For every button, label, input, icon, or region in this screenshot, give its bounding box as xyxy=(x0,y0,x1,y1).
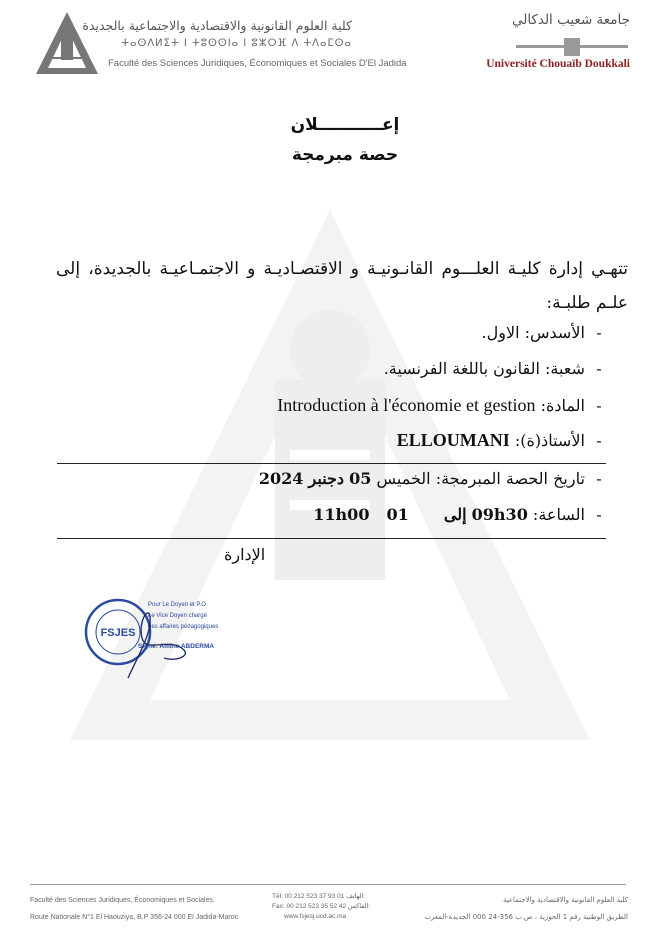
semester-label: الأسدس: xyxy=(524,323,585,342)
footer-right-line2: الطريق الوطنية رقم 1 الحوزية ، ص.ب 356-24 000 الجديدة-المغرب xyxy=(424,913,628,921)
university-logo xyxy=(486,12,630,74)
stamp-seal-text: FSJES xyxy=(100,627,136,639)
divider-top xyxy=(57,463,606,464)
stamp-line1: Pour Le Doyen et P.O xyxy=(148,602,206,608)
date-year: 2024 xyxy=(258,469,304,488)
stamp-signature: Signé: Amine ABDERMA xyxy=(138,643,215,650)
date-label: تاريخ الحصة المبرمجة: الخميس xyxy=(376,469,585,488)
footer-address-ar xyxy=(424,892,628,926)
tel-label-ar: الهاتف: xyxy=(346,893,366,900)
faculty-name-ar: كلية العلوم القانونية والاقتصادية والاجتماعية بالجديدة xyxy=(82,18,352,33)
tel-number: 00 212 523 37 93 01 xyxy=(284,893,345,900)
item-date: - تاريخ الحصة المبرمجة: الخميس 05 دجنبر 2024 xyxy=(258,469,602,488)
stamp-line3: des affaires pédagogiques xyxy=(148,624,219,630)
faculty-logo xyxy=(34,10,407,78)
university-emblem-icon xyxy=(516,36,628,58)
time-label: الساعة: xyxy=(532,505,585,524)
footer-left-line2: Route Nationale N°1 El Haouziya, B.P 356-24 000 El Jadida-Maroc xyxy=(30,914,239,921)
footer-address-fr xyxy=(30,892,238,926)
branch-label: شعبة: xyxy=(544,359,585,378)
fax-number: 00 212 523 35 52 42 xyxy=(286,903,347,910)
time-to: 11h00 xyxy=(313,505,370,524)
date-month: دجنبر xyxy=(308,469,345,488)
university-name-ar: جامعة شعيب الدكالي xyxy=(511,12,630,28)
footer-fax-row xyxy=(272,902,370,912)
notice-intro: تتهـي إدارة كليـة العلـــوم القانـونيـة و الاقتصـاديـة و الاجتمـاعيـة بالجديدة، إلى علـم طلبـة: xyxy=(56,259,628,313)
fax-label-ar: الفاكس: xyxy=(347,903,371,910)
item-professor: - الأستاذ(ة): ELLOUMANI xyxy=(396,430,602,450)
footer-website[interactable]: www.fsjesj.ucd.ac.ma xyxy=(284,913,347,920)
room-number: 01 xyxy=(386,505,409,524)
notice-title: إعـــــــــــلان xyxy=(290,115,400,135)
item-time: - الساعة: 09h30 إلى 11h00 01 xyxy=(313,505,602,524)
subject-label: المادة: xyxy=(540,396,585,415)
footer-contact xyxy=(272,892,370,922)
footer-tel-row xyxy=(272,892,370,902)
branch-value: القانون باللغة الفرنسية. xyxy=(383,359,540,378)
time-from: 09h30 xyxy=(471,505,528,524)
footer-left-line1: Faculté des Sciences Juridiques, Économiques et Sociales. xyxy=(30,897,215,904)
university-name-fr: Université Chouaïb Doukkali xyxy=(486,58,630,70)
signoff: الإدارة xyxy=(224,545,266,564)
faculty-name-fr: Faculté des Sciences Juridiques, Économiques et Sociales D'El Jadida xyxy=(108,58,407,69)
item-subject: - المادة: Introduction à l'économie et gestion xyxy=(277,395,602,415)
item-branch: - شعبة: القانون باللغة الفرنسية. xyxy=(383,359,602,378)
date-day: 05 xyxy=(349,469,372,488)
footer-divider xyxy=(30,884,626,885)
stamp-line2: Le Vice Doyen chargé xyxy=(148,613,207,619)
item-semester: - الأسدس: الاول. xyxy=(481,323,602,342)
semester-value: الاول. xyxy=(481,323,520,342)
subject-value: Introduction à l'économie et gestion xyxy=(277,395,536,415)
footer-right-line1: كلية العلوم القانونية والاقتصادية والاجتماعية xyxy=(502,896,628,904)
time-to-word: إلى xyxy=(443,505,467,524)
faculty-name-tifinagh: ⵜⴰⵙⴷⵍⵉⵜ ⵏ ⵜⵓⵙⵙⵏⴰ ⵏ ⵓⵣⵔⴼ ⴷ ⵜⴷⴰⵎⵙⴰ xyxy=(121,38,352,49)
professor-label: الأستاذ(ة): xyxy=(514,431,585,450)
divider-bottom xyxy=(57,538,606,539)
tel-label: Tél: xyxy=(272,893,283,900)
fax-label: Fax: xyxy=(272,903,285,910)
notice-subtitle: حصة مبرمجة xyxy=(291,145,399,165)
professor-value: ELLOUMANI xyxy=(396,430,510,450)
official-stamp xyxy=(80,592,240,684)
signature-scribble-icon xyxy=(128,613,185,678)
